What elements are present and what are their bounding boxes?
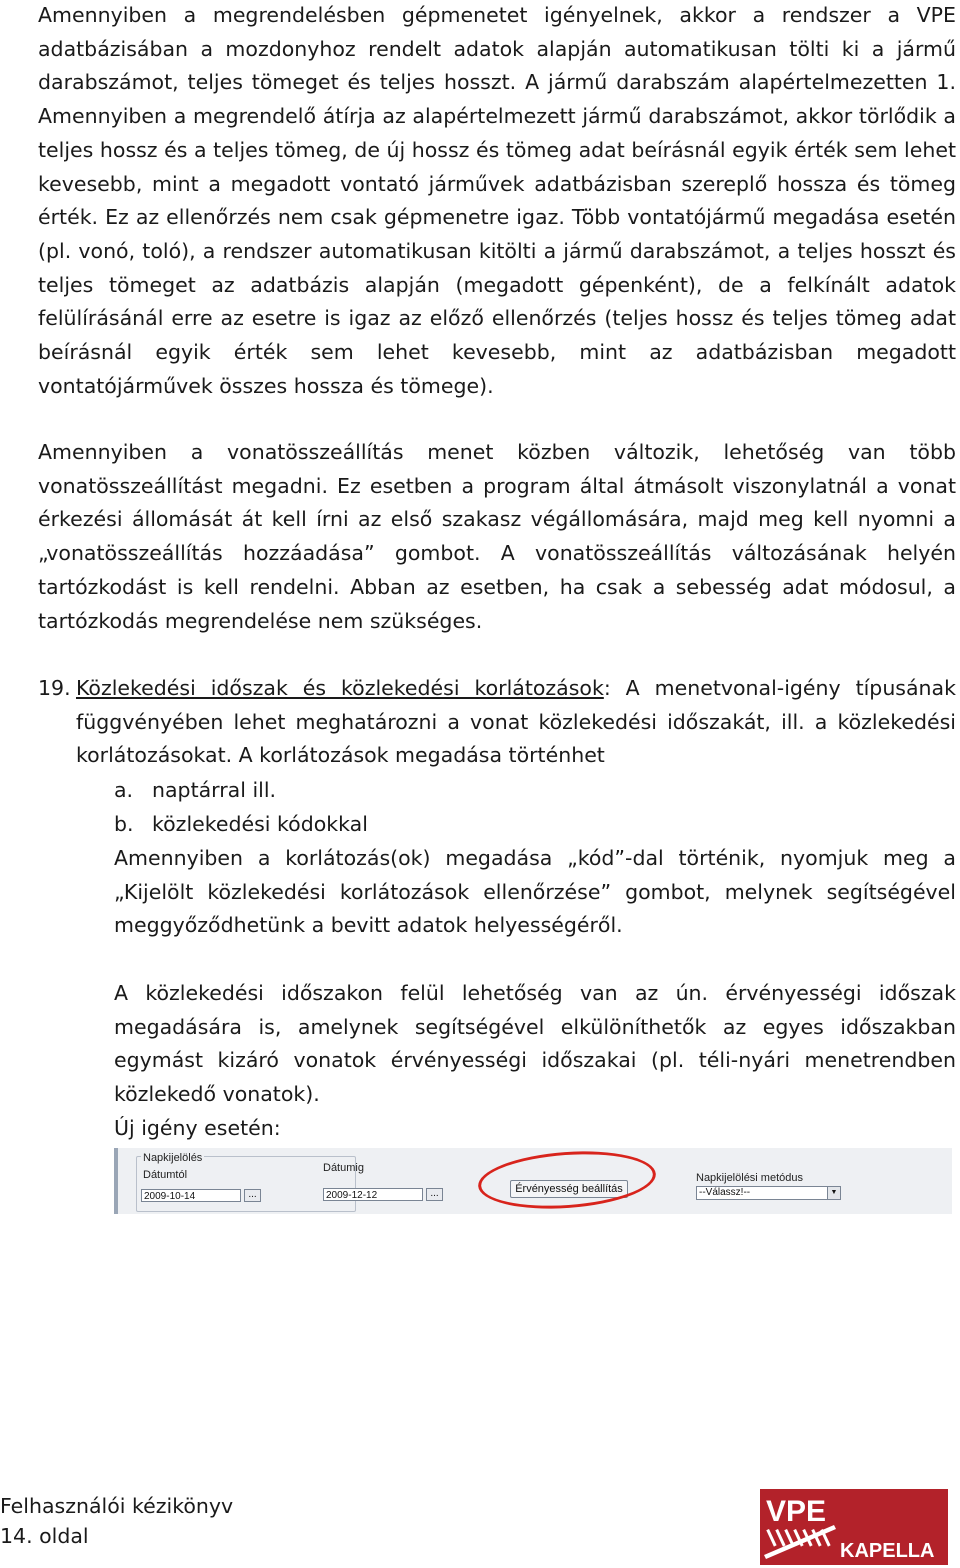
list-item-number: 19. bbox=[38, 676, 71, 700]
embedded-screenshot bbox=[114, 1148, 952, 1214]
new-request-label: Új igény esetén: bbox=[114, 1116, 281, 1140]
date-to-picker-button[interactable]: ... bbox=[426, 1188, 443, 1201]
date-to-label: Dátumig bbox=[323, 1162, 364, 1174]
section-heading: Közlekedési időszak és közlekedési korlátozások bbox=[76, 676, 604, 700]
sub-item-text: közlekedési kódokkal bbox=[152, 812, 368, 836]
footer-page-number: 14. oldal bbox=[0, 1524, 89, 1548]
date-from-label: Dátumtól bbox=[143, 1169, 188, 1181]
method-select-value: --Válassz!-- bbox=[699, 1187, 751, 1198]
heading-colon: : bbox=[603, 676, 611, 700]
code-restriction-paragraph: Amennyiben a korlátozás(ok) megadása „kód”-dal történik, nyomjuk meg a „Kijelölt közlekedési korlátozások ellenőrzése” gombot, melynek segítségével meggyőződhetünk a bevitt adatok helyességéről. bbox=[114, 846, 956, 938]
sub-item-a bbox=[114, 774, 956, 808]
sub-item-letter: b. bbox=[114, 812, 134, 836]
date-to-field[interactable]: 2009-12-12 bbox=[323, 1188, 423, 1201]
logo-graphic bbox=[760, 1489, 948, 1565]
list-item-19 bbox=[38, 672, 956, 773]
list-item-body bbox=[76, 672, 956, 773]
body-paragraph-1: Amennyiben a megrendelésben gépmenetet igényelnek, akkor a rendszer a VPE adatbázisában a mozdonyhoz rendelt adatok alapján automatikusan tölti ki a jármű darabszámot, teljes tömeget és teljes hosszt. A jármű darabszám alapértelmezetten 1. Amennyiben a megrendelő átírja az alapértelmezett jármű darabszámot, akkor törlődik a teljes hossz és a teljes tömeg, de új hossz és tömeg adat beírásnál egyik érték sem lehet kevesebb, mint a megadott vontató járművek adatbázisban szereplő hossza és tömeg érték. Ez az ellenőrzés nem csak gépmenetre igaz. Több vontatójármű megadása esetén (pl. vonó, toló), a rendszer automatikusan kitölti a jármű darabszámot, a teljes hosszt és teljes tömeget az adatbázis alapján (megadott gépenként), de a felkínált adatok felülírásánál erre az esetre is igaz az előző ellenőrzés (teljes hossz és teljes tömeg adat beírásnál egyik érték sem lehet kevesebb, mint az adatbázisban megadott vontatójárművek összes hossza és tömege). bbox=[38, 3, 956, 398]
chevron-down-icon: ▼ bbox=[827, 1187, 840, 1199]
validity-settings-button[interactable]: Érvényesség beállítás bbox=[510, 1180, 628, 1198]
sub-item-letter: a. bbox=[114, 778, 134, 802]
list-item-text: A menetvonal-igény típusának függvényében lehet meghatározni a vonat közlekedési időszakát, ill. a közlekedési korlátozásokat. A korlátozások megadása történhet bbox=[76, 676, 956, 768]
logo-bottom-text: KAPELLA bbox=[840, 1540, 935, 1562]
body-paragraph-2: Amennyiben a vonatösszeállítás menet közben változik, lehetőség van több vonatösszeállítást megadni. Ez esetben a program által átmásolt viszonylatnál a vonat érkezési állomását át kell írni az első szakasz végállomására, majd meg kell nyomni a „vonatösszeállítás hozzáadása” gombot. A vonatösszeállítás változásának helyén tartózkodást is kell rendelni. Abban az esetben, ha csak a sebesség adat módosul, a tartózkodás megrendelése nem szükséges. bbox=[38, 440, 956, 633]
date-from-picker-button[interactable]: ... bbox=[244, 1189, 261, 1202]
method-label: Napkijelölési metódus bbox=[696, 1172, 803, 1184]
footer-title: Felhasználói kézikönyv bbox=[0, 1494, 234, 1518]
highlight-ellipse bbox=[476, 1146, 657, 1214]
validity-period-paragraph: A közlekedési időszakon felül lehetőség van az ún. érvényességi időszak megadására is, amelynek segítségével elkülöníthetők az egyes időszakban egymást kizáró vonatok érvényességi időszakai (pl. téli-nyári menetrendben közlekedő vonatok). bbox=[114, 981, 956, 1107]
logo-top-text: VPE bbox=[766, 1495, 827, 1528]
vpe-kapella-logo bbox=[760, 1489, 948, 1565]
method-select[interactable] bbox=[696, 1186, 841, 1200]
sub-item-text: naptárral ill. bbox=[152, 778, 277, 802]
group-label: Napkijelölés bbox=[143, 1152, 203, 1164]
date-from-field[interactable]: 2009-10-14 bbox=[141, 1189, 241, 1202]
sub-item-b bbox=[114, 808, 956, 842]
